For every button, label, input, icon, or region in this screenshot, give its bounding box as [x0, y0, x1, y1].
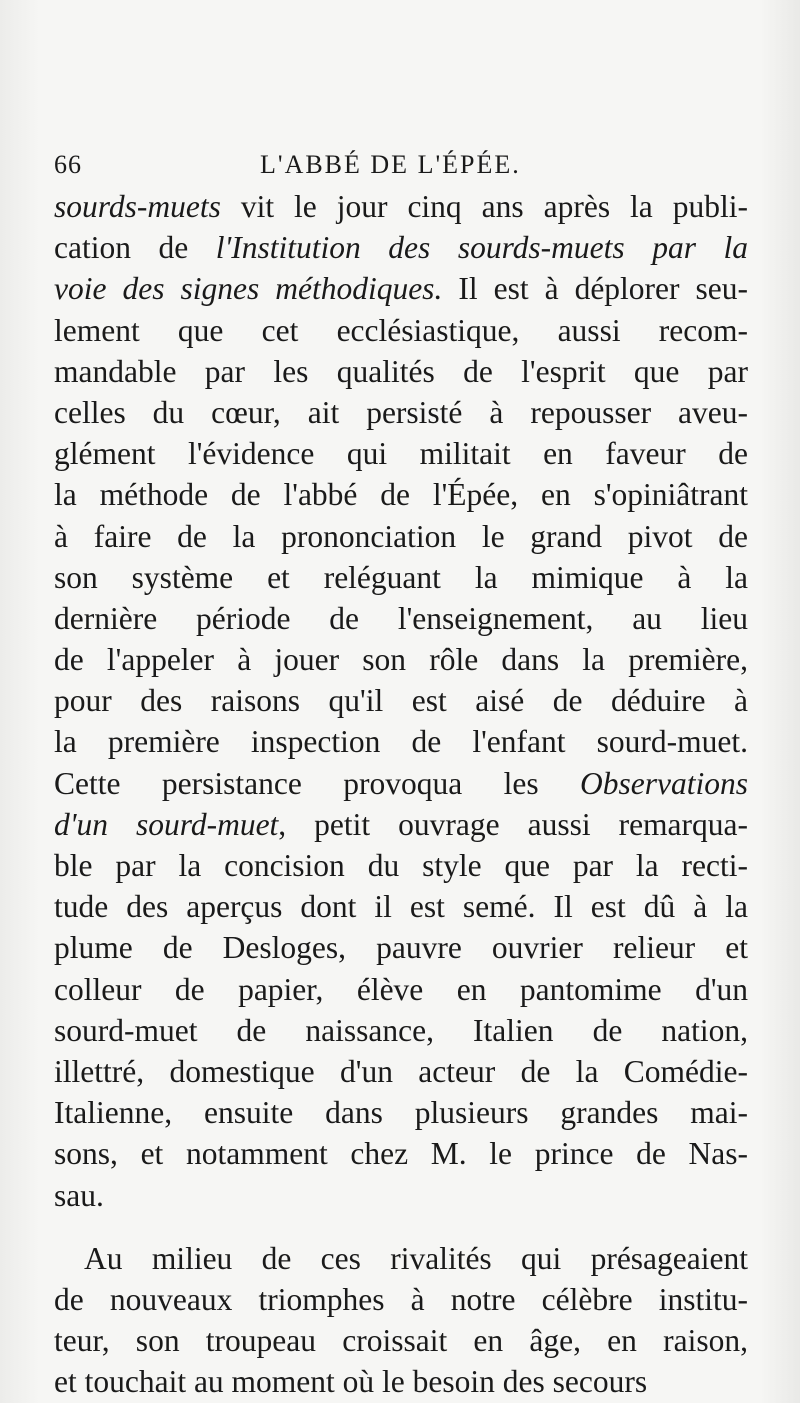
text-line: [54, 886, 748, 927]
text-line: [54, 1133, 748, 1174]
running-header: [54, 150, 754, 190]
text-line: [54, 186, 748, 227]
text-run: , petit ouvrage aussi remarqua-: [278, 806, 748, 842]
text-line: [54, 392, 748, 433]
running-title: L'ABBÉ DE L'ÉPÉE.: [260, 150, 521, 179]
italic-text-run: sourds-muets: [54, 189, 221, 224]
text-line: [54, 721, 748, 762]
text-run: sau.: [54, 1177, 104, 1213]
text-run: dernière période de l'enseignement, au lieu: [54, 600, 748, 636]
text-run: Italienne, ensuite dans plusieurs grandes mai-: [54, 1095, 748, 1131]
text-line: [54, 1051, 748, 1092]
text-run: la première inspection de l'enfant sourd-muet.: [54, 724, 748, 760]
text-run: plume de Desloges, pauvre ouvrier relieur et: [54, 930, 748, 966]
text-line: [54, 969, 748, 1010]
text-line: [54, 1320, 748, 1361]
text-run: sons, et notamment chez M. le prince de Nas-: [54, 1136, 748, 1172]
text-line: [54, 433, 748, 474]
text-run: ble par la concision du style que par la recti-: [54, 848, 748, 883]
text-line: [54, 598, 748, 639]
text-run: celles du cœur, ait persisté à repousser aveu-: [54, 394, 748, 430]
body-text: [54, 186, 748, 1402]
page-number: 66: [54, 150, 82, 179]
text-line: [54, 927, 748, 968]
text-run: son système et reléguant la mimique à la: [54, 559, 748, 595]
text-run: cation de: [54, 230, 216, 266]
italic-text-run: Observations: [580, 765, 748, 801]
text-line: [54, 1010, 748, 1051]
text-run: pour des raisons qu'il est aisé de déduire à: [54, 683, 748, 719]
text-line: [54, 1238, 748, 1279]
text-run: mandable par les qualités de l'esprit que par: [54, 353, 748, 389]
text-run: sourd-muet de naissance, Italien de nation,: [54, 1012, 748, 1048]
text-run: lement que cet ecclésiastique, aussi recom-: [54, 312, 748, 348]
text-run: colleur de papier, élève en pantomime d'un: [54, 971, 748, 1007]
text-run: de nouveaux triomphes à notre célèbre institu-: [54, 1281, 748, 1317]
text-run: glément l'évidence qui militait en faveur de: [54, 436, 748, 472]
text-run: la méthode de l'abbé de l'Épée, en s'opiniâtrant: [54, 477, 748, 513]
text-run: à faire de la prononciation le grand pivot de: [54, 518, 748, 554]
text-line: [54, 763, 748, 804]
text-line: [54, 1279, 748, 1320]
text-run: tude des aperçus dont il est semé. Il est dû à la: [54, 889, 748, 925]
text-line: [54, 351, 748, 392]
text-run: de l'appeler à jouer son rôle dans la première,: [54, 642, 748, 678]
italic-text-run: d'un sourd-muet: [54, 806, 279, 842]
text-line: [54, 639, 748, 680]
italic-text-run: voie des signes méthodiques.: [54, 271, 443, 307]
text-line: [54, 310, 748, 351]
text-line: [54, 804, 748, 845]
text-line: [54, 680, 748, 721]
text-run: illettré, domestique d'un acteur de la Comédie-: [54, 1053, 748, 1089]
text-line: [54, 1175, 748, 1216]
text-line: [54, 268, 748, 309]
text-run: teur, son troupeau croissait en âge, en raison,: [54, 1323, 748, 1359]
text-line: [54, 1092, 748, 1133]
text-line: [54, 474, 748, 515]
italic-text-run: l'Institution des sourds-muets par la: [215, 230, 748, 266]
text-line: [54, 557, 748, 598]
text-line: [54, 845, 748, 886]
text-run: Au milieu de ces rivalités qui présageaient: [84, 1240, 748, 1276]
text-run: Il est à déplorer seu-: [442, 271, 748, 307]
text-run: Cette persistance provoqua les: [54, 765, 580, 801]
text-line: [54, 227, 748, 268]
text-line: [54, 516, 748, 557]
text-run: et touchait au moment où le besoin des secours: [54, 1364, 648, 1400]
text-line: [54, 1361, 748, 1402]
text-run: vit le jour cinq ans après la publi-: [220, 189, 748, 224]
